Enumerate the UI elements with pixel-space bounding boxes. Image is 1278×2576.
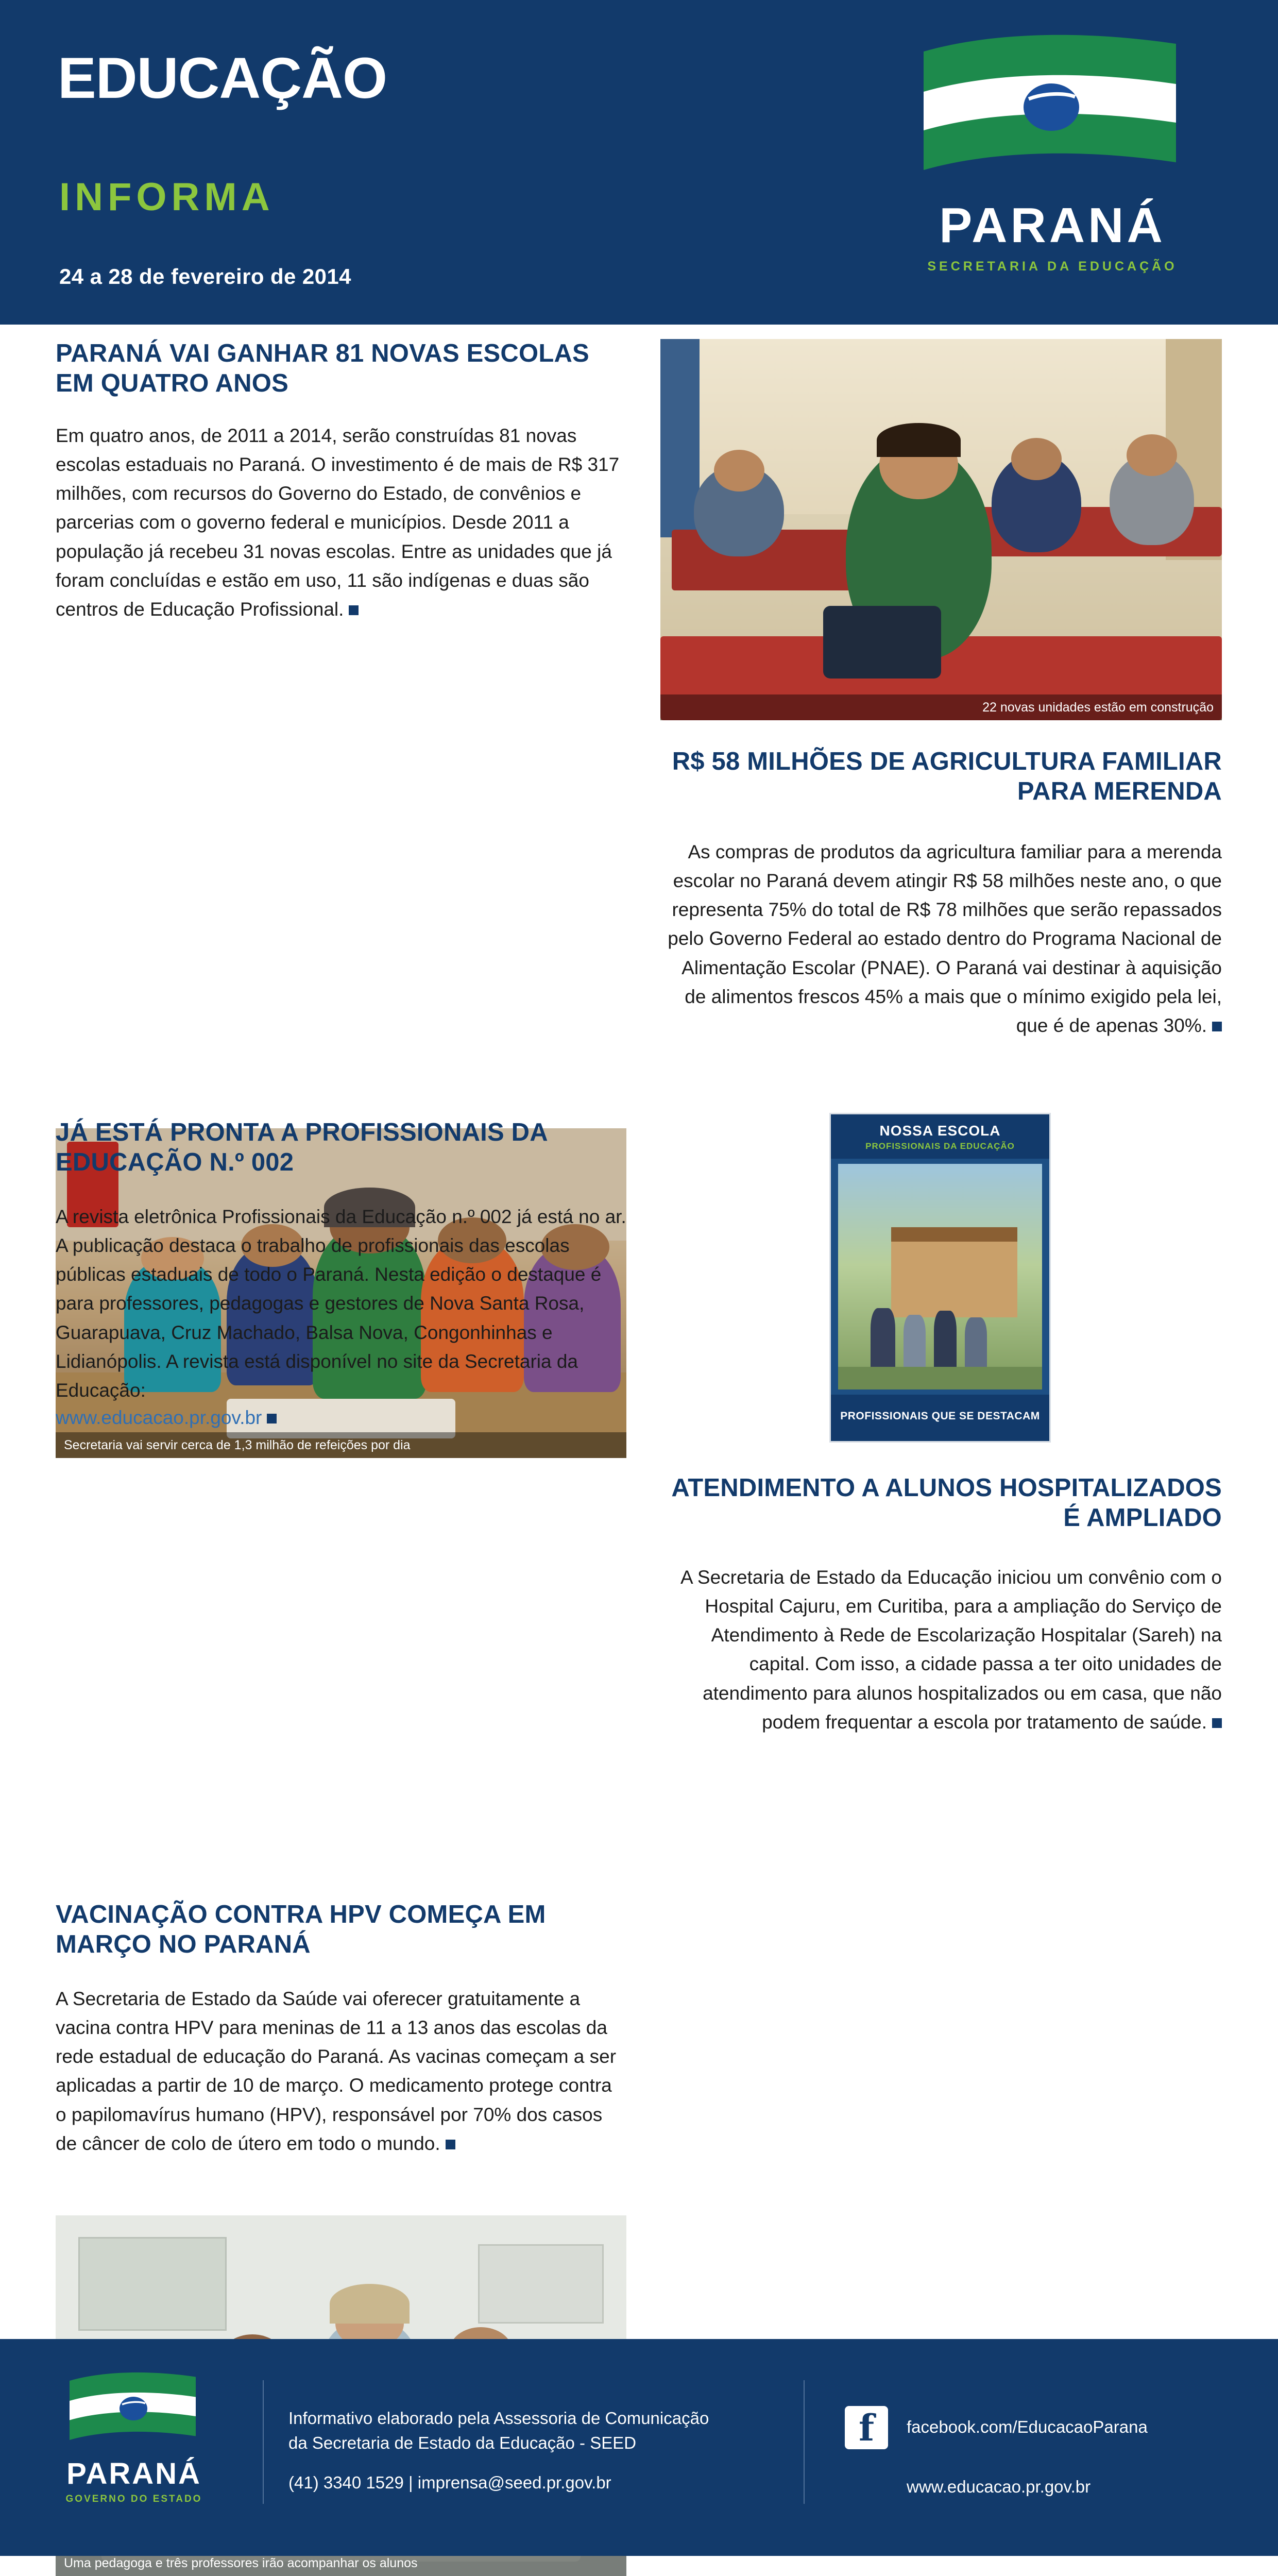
end-marker [1212, 1022, 1222, 1031]
footer-credit [288, 2406, 709, 2455]
photo-caption-merenda: Secretaria vai servir cerca de 1,3 milhão de refeições por dia [56, 1432, 626, 1458]
magazine-brand: NOSSA ESCOLA [879, 1123, 1001, 1139]
brand-tagline: SECRETARIA DA EDUCAÇÃO [927, 259, 1178, 274]
magazine-footer-line: PROFISSIONAIS QUE SE DESTACAM [840, 1410, 1040, 1422]
magazine-cover [829, 1113, 1051, 1443]
brand-name: PARANÁ [939, 198, 1166, 253]
footer-divider [804, 2380, 805, 2504]
end-marker [446, 2140, 455, 2149]
parana-flag-icon [918, 31, 1186, 185]
article-text-escolas: Em quatro anos, de 2011 a 2014, serão construídas 81 novas escolas estaduais no Paraná. O investimento é de mais de R$ 317 milhões, com recursos do Governo do Estado, de convênios e parcerias com o governo federal e municípios. Desde 2011 a população já recebeu 31 novas escolas. Entre as unidades que já foram concluídas e estão em uso, 11 são indígenas e duas são centros de Educação Profissional. [56, 425, 620, 620]
facebook-icon-glyph: f [858, 2406, 875, 2449]
article-text-merenda: As compras de produtos da agricultura familiar para a merenda escolar no Paraná devem atingir R$ 58 milhões neste ano, o que representa 75% do total de R$ 78 milhões que serão repassados pelo Governo Federal ao estado dentro do Programa Nacional de Alimentação Escolar (PNAE). O Paraná vai destinar à aquisição de alimentos frescos 45% a mais que o mínimo exigido pela lei, que é de apenas 30%. [668, 841, 1222, 1037]
article-revista [56, 1118, 626, 1429]
issue-date: 24 a 28 de fevereiro de 2014 [59, 264, 351, 289]
footer-brand-name: PARANÁ [66, 2457, 201, 2490]
footer-brand-tagline: GOVERNO DO ESTADO [65, 2494, 202, 2504]
header [0, 0, 1278, 325]
page-subtitle: INFORMA [59, 175, 275, 219]
facebook-link[interactable]: facebook.com/EducacaoParana [907, 2417, 1148, 2436]
footer-credit-line2: da Secretaria de Estado da Educação - SEED [288, 2433, 637, 2452]
website-link[interactable]: www.educacao.pr.gov.br [907, 2477, 1091, 2496]
end-marker [349, 605, 359, 615]
end-marker [267, 1414, 277, 1423]
photo-classroom [660, 339, 1222, 720]
footer [0, 2339, 1278, 2556]
revista-link[interactable]: www.educacao.pr.gov.br [56, 1407, 262, 1429]
article-title-hospitalizados: ATENDIMENTO A ALUNOS HOSPITALIZADOS É AMPLIADO [671, 1474, 1222, 1532]
article-title-hpv: VACINAÇÃO CONTRA HPV COMEÇA EM MARÇO NO PARANÁ [56, 1901, 546, 1958]
end-marker [1212, 1718, 1222, 1728]
article-text-revista: A revista eletrônica Profissionais da Educação n.º 002 já está no ar. A publicação destaca o trabalho de profissionais das escolas públicas estaduais de todo o Paraná. Nesta edição o destaque é para professores, pedagogas e gestores de Nova Santa Rosa, Guarapuava, Cruz Machado, Balsa Nova, Congonhinhas e Lidianópolis. A revista está disponível no site da Secretaria da Educação: [56, 1206, 626, 1401]
article-title-escolas: PARANÁ VAI GANHAR 81 NOVAS ESCOLAS EM QUATRO ANOS [56, 340, 589, 397]
page-title: EDUCAÇÃO [58, 46, 387, 110]
article-title-merenda: R$ 58 MILHÕES DE AGRICULTURA FAMILIAR PARA MERENDA [672, 748, 1222, 805]
article-hpv [56, 1900, 626, 2158]
article-escolas [56, 339, 626, 624]
footer-divider [263, 2380, 264, 2504]
parana-flag-icon [67, 2368, 201, 2450]
magazine-photo [838, 1164, 1042, 1389]
photo-caption-classroom: 22 novas unidades estão em construção [660, 694, 1222, 720]
article-link-wrap [56, 1407, 626, 1429]
article-merenda [660, 747, 1222, 1040]
magazine-subtitle: PROFISSIONAIS DA EDUCAÇÃO [865, 1141, 1015, 1151]
photo-caption-tablet: Uma pedagoga e três professores irão acompanhar os alunos [56, 2550, 626, 2576]
parana-logo [888, 31, 1217, 274]
footer-contact: (41) 3340 1529 | imprensa@seed.pr.gov.br [288, 2473, 611, 2492]
article-text-hpv: A Secretaria de Estado da Saúde vai oferecer gratuitamente a vacina contra HPV para meninas de 11 a 13 anos das escolas da rede estadual de educação do Paraná. As vacinas começam a ser aplicadas a partir de 10 de março. O medicamento protege contra o papilomavírus humano (HPV), responsável por 70% dos casos de câncer de colo de útero em todo o mundo. [56, 1988, 617, 2154]
article-title-revista: JÁ ESTÁ PRONTA A PROFISSIONAIS DA EDUCAÇÃO N.º 002 [56, 1118, 548, 1176]
article-hospitalizados [660, 1473, 1222, 1737]
article-text-hospitalizados: A Secretaria de Estado da Educação iniciou um convênio com o Hospital Cajuru, em Curitiba, para a ampliação do Serviço de Atendimento à Rede de Escolarização Hospitalar (Sareh) na capital. Com isso, a cidade passa a ter oito unidades de atendimento para alunos hospitalizados ou em casa, que não podem frequentar a escola por tratamento de saúde. [680, 1566, 1222, 1733]
footer-credit-line1: Informativo elaborado pela Assessoria de Comunicação [288, 2409, 709, 2428]
